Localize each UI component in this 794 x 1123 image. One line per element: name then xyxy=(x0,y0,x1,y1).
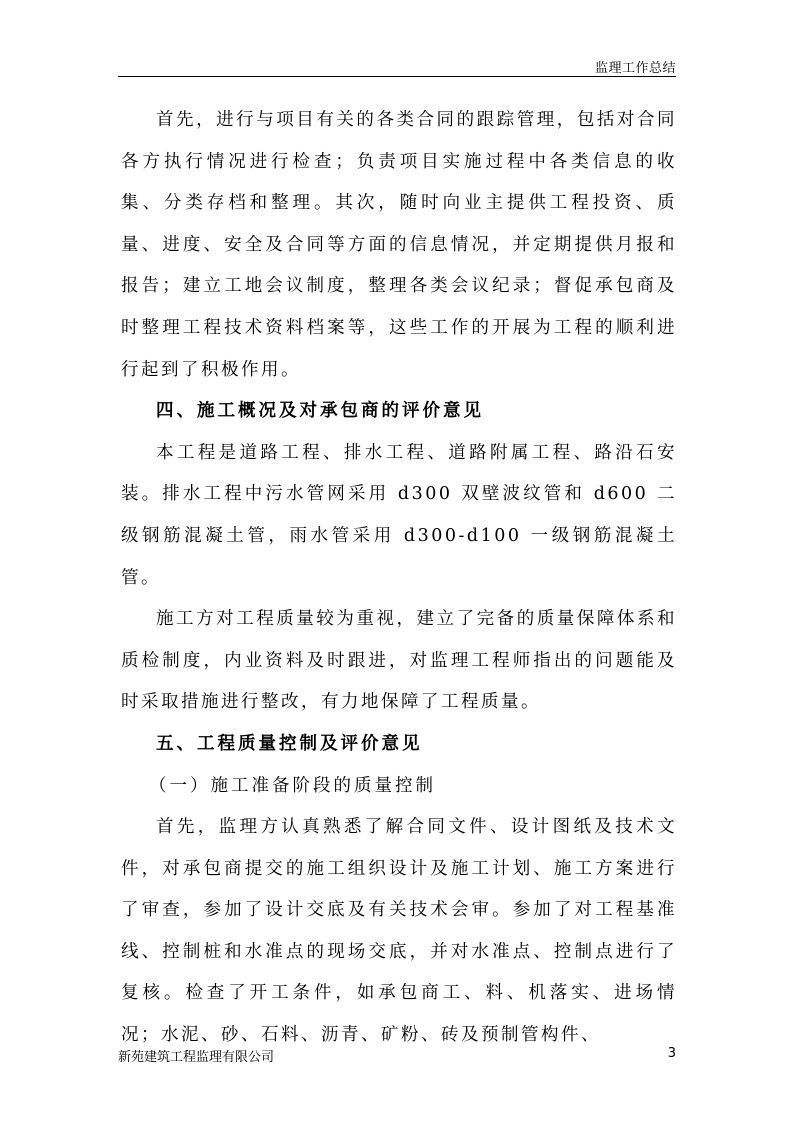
header-divider xyxy=(118,76,676,77)
paragraph-contract-management: 首先，进行与项目有关的各类合同的跟踪管理，包括对合同各方执行情况进行检查；负责项目实施过程中各类信息的收集、分类存档和整理。其次，随时向业主提供工程投资、质量、进度、安全及合同等方面的信息情况，并定期提供月报和报告；建立工地会议制度，整理各类会议纪录；督促承包商及时整理工程技术资料档案等，这些工作的开展为工程的顺利进行起到了积极作用。 xyxy=(121,110,677,380)
paragraph-contractor-evaluation: 施工方对工程质量较为重视，建立了完备的质量保障体系和质检制度，内业资料及时跟进，对监理工程师指出的问题能及时采取措施进行整改，有力地保障了工程质量。 xyxy=(121,609,677,713)
footer-company-name: 新苑建筑工程监理有限公司 xyxy=(118,1050,275,1065)
paragraph-preparation-control: 首先，监理方认真熟悉了解合同文件、设计图纸及技术文件，对承包商提交的施工组织设计及施工计划、施工方案进行了审查，参加了设计交底及有关技术会审。参加了对工程基准线、控制桩和水准点的现场交底，并对水准点、控制点进行了复核。检查了开工条件，如承包商工、料、机落实、进场情况；水泥、砂、石料、沥青、矿粉、砖及预制管构件、 xyxy=(121,817,677,1046)
subsection-heading-1: （一）施工准备阶段的质量控制 xyxy=(149,775,436,796)
paragraph-project-overview: 本工程是道路工程、排水工程、道路附属工程、路沿石安装。排水工程中污水管网采用 d300 双壁波纹管和 d600 二级钢筋混凝土管，雨水管采用 d300-d100 一级钢筋混凝土管。 xyxy=(121,442,677,588)
section-heading-4: 四、施工概况及对承包商的评价意见 xyxy=(156,401,484,422)
document-body xyxy=(121,100,677,1057)
header-title: 监理工作总结 xyxy=(594,61,676,76)
section-heading-5: 五、工程质量控制及评价意见 xyxy=(156,733,423,754)
page-number: 3 xyxy=(667,1046,676,1061)
